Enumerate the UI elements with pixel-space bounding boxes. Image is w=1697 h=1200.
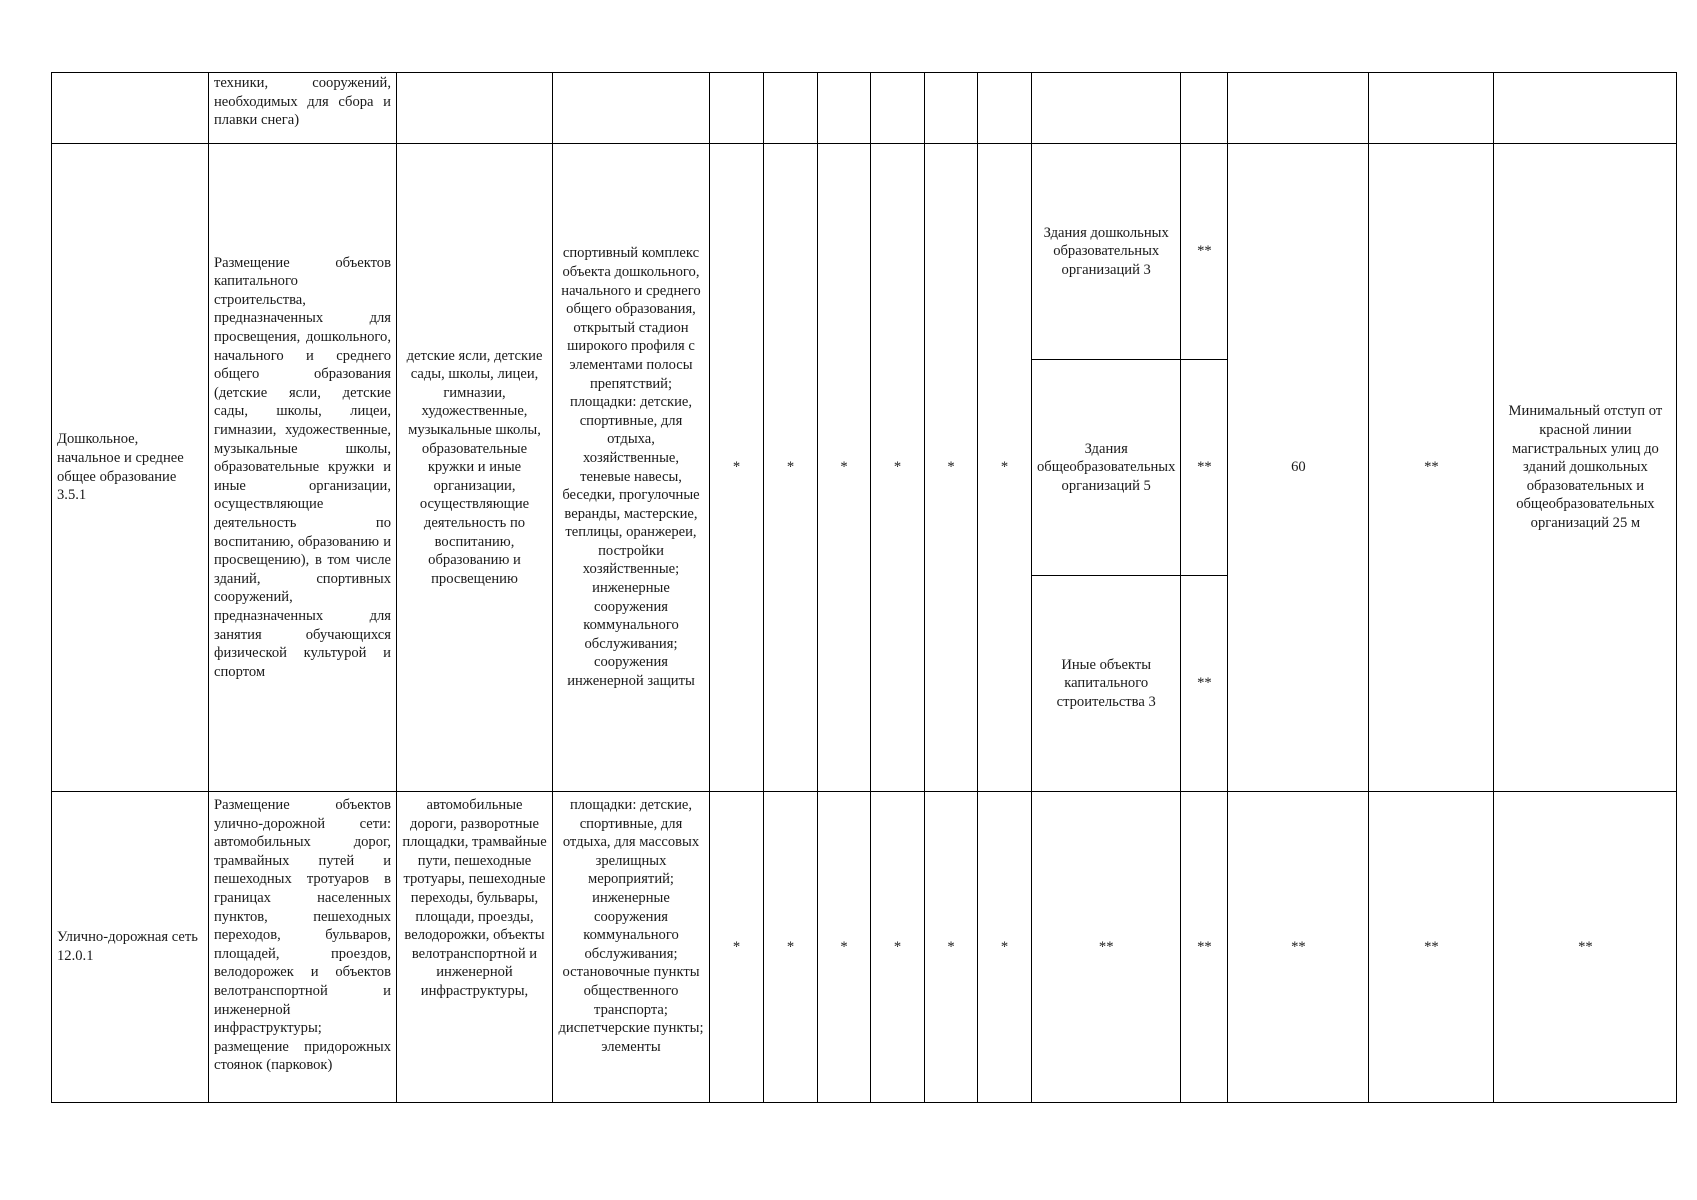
cell-sub-label: Иные объекты капитального строительства 3 xyxy=(1032,576,1181,792)
cell xyxy=(925,73,978,144)
cell-description: техники, сооружений, необходимых для сбора и плавки снега) xyxy=(209,73,397,144)
cell xyxy=(1494,73,1677,144)
cell xyxy=(1228,73,1369,144)
cell xyxy=(978,73,1032,144)
cell xyxy=(553,73,710,144)
table-row xyxy=(52,792,1677,1103)
cell xyxy=(1032,73,1181,144)
cell-value: ** xyxy=(1369,792,1494,1103)
cell-description: Размещение объектов капитального строительства, предназначенных для просвещения, дошкольного, начального и среднего общего образования (детские ясли, детские сады, школы, лицеи, гимназии, художественные, музыкальные школы, образовательные кружки и иные организации, осуществляющие деятельность по воспитанию, образованию и просвещению), в том числе зданий, спортивных сооружений, предназначенных для занятия обучающихся физической культурой и спортом xyxy=(209,144,397,792)
cell-sub-value: ** xyxy=(1181,360,1228,576)
cell xyxy=(1181,73,1228,144)
cell-param: * xyxy=(710,144,764,792)
cell-value: ** xyxy=(1228,792,1369,1103)
cell-value: ** xyxy=(1494,792,1677,1103)
cell-param: * xyxy=(925,144,978,792)
cell-param: * xyxy=(710,792,764,1103)
cell-value: ** xyxy=(1181,792,1228,1103)
cell xyxy=(52,73,209,144)
cell-main-uses: автомобильные дороги, разворотные площадки, трамвайные пути, пешеходные тротуары, пешеходные переходы, бульвары, площади, проезды, велодорожки, объекты велотранспортной и инженерной инфраструктуры, xyxy=(397,792,553,1103)
cell xyxy=(397,73,553,144)
cell-percent: 60 xyxy=(1228,144,1369,792)
cell-param: * xyxy=(871,792,925,1103)
cell-description: Размещение объектов улично-дорожной сети: автомобильных дорог, трамвайных путей и пешеходных тротуаров в границах населенных пунктов, пешеходных переходов, бульваров, площадей, проездов, велодорожек и объектов велотранспортной и инженерной инфраструктуры; размещение придорожных стоянок (парковок) xyxy=(209,792,397,1103)
cell-other: ** xyxy=(1369,144,1494,792)
cell-param: * xyxy=(764,144,818,792)
cell-auxiliary-uses: площадки: детские, спортивные, для отдыха, для массовых зрелищных мероприятий; инженерные сооружения коммунального обслуживания; остановочные пункты общественного транспорта; диспетчерские пункты; элементы xyxy=(553,792,710,1103)
cell-param: * xyxy=(978,792,1032,1103)
cell-param: * xyxy=(818,144,871,792)
cell-notes: Минимальный отступ от красной линии магистральных улиц до зданий дошкольных образовательных и общеобразовательных организаций 25 м xyxy=(1494,144,1677,792)
cell-sub-label: Здания дошкольных образовательных организаций 3 xyxy=(1032,144,1181,360)
cell xyxy=(1369,73,1494,144)
cell xyxy=(710,73,764,144)
cell xyxy=(871,73,925,144)
cell-param: * xyxy=(818,792,871,1103)
cell-sub-label: Здания общеобразовательных организаций 5 xyxy=(1032,360,1181,576)
regulations-table xyxy=(51,72,1677,1103)
cell-auxiliary-uses: спортивный комплекс объекта дошкольного, начального и среднего общего образования, открытый стадион широкого профиля с элементами полосы препятствий; площадки: детские, спортивные, для отдыха, хозяйственные, теневые навесы, беседки, прогулочные веранды, мастерские, теплицы, оранжереи, постройки хозяйственные; инженерные сооружения коммунального обслуживания; сооружения инженерной защиты xyxy=(553,144,710,792)
cell-use-name: Дошкольное, начальное и среднее общее образование 3.5.1 xyxy=(52,144,209,792)
cell-use-name: Улично-дорожная сеть 12.0.1 xyxy=(52,792,209,1103)
table-row xyxy=(52,144,1677,360)
cell-value: ** xyxy=(1032,792,1181,1103)
cell-param: * xyxy=(764,792,818,1103)
cell-param: * xyxy=(925,792,978,1103)
cell xyxy=(818,73,871,144)
cell xyxy=(764,73,818,144)
cell-main-uses: детские ясли, детские сады, школы, лицеи, гимназии, художественные, музыкальные школы, образовательные кружки и иные организации, осуществляющие деятельность по воспитанию, образованию и просвещению xyxy=(397,144,553,792)
cell-param: * xyxy=(978,144,1032,792)
cell-sub-value: ** xyxy=(1181,144,1228,360)
table-row xyxy=(52,73,1677,144)
cell-sub-value: ** xyxy=(1181,576,1228,792)
cell-param: * xyxy=(871,144,925,792)
